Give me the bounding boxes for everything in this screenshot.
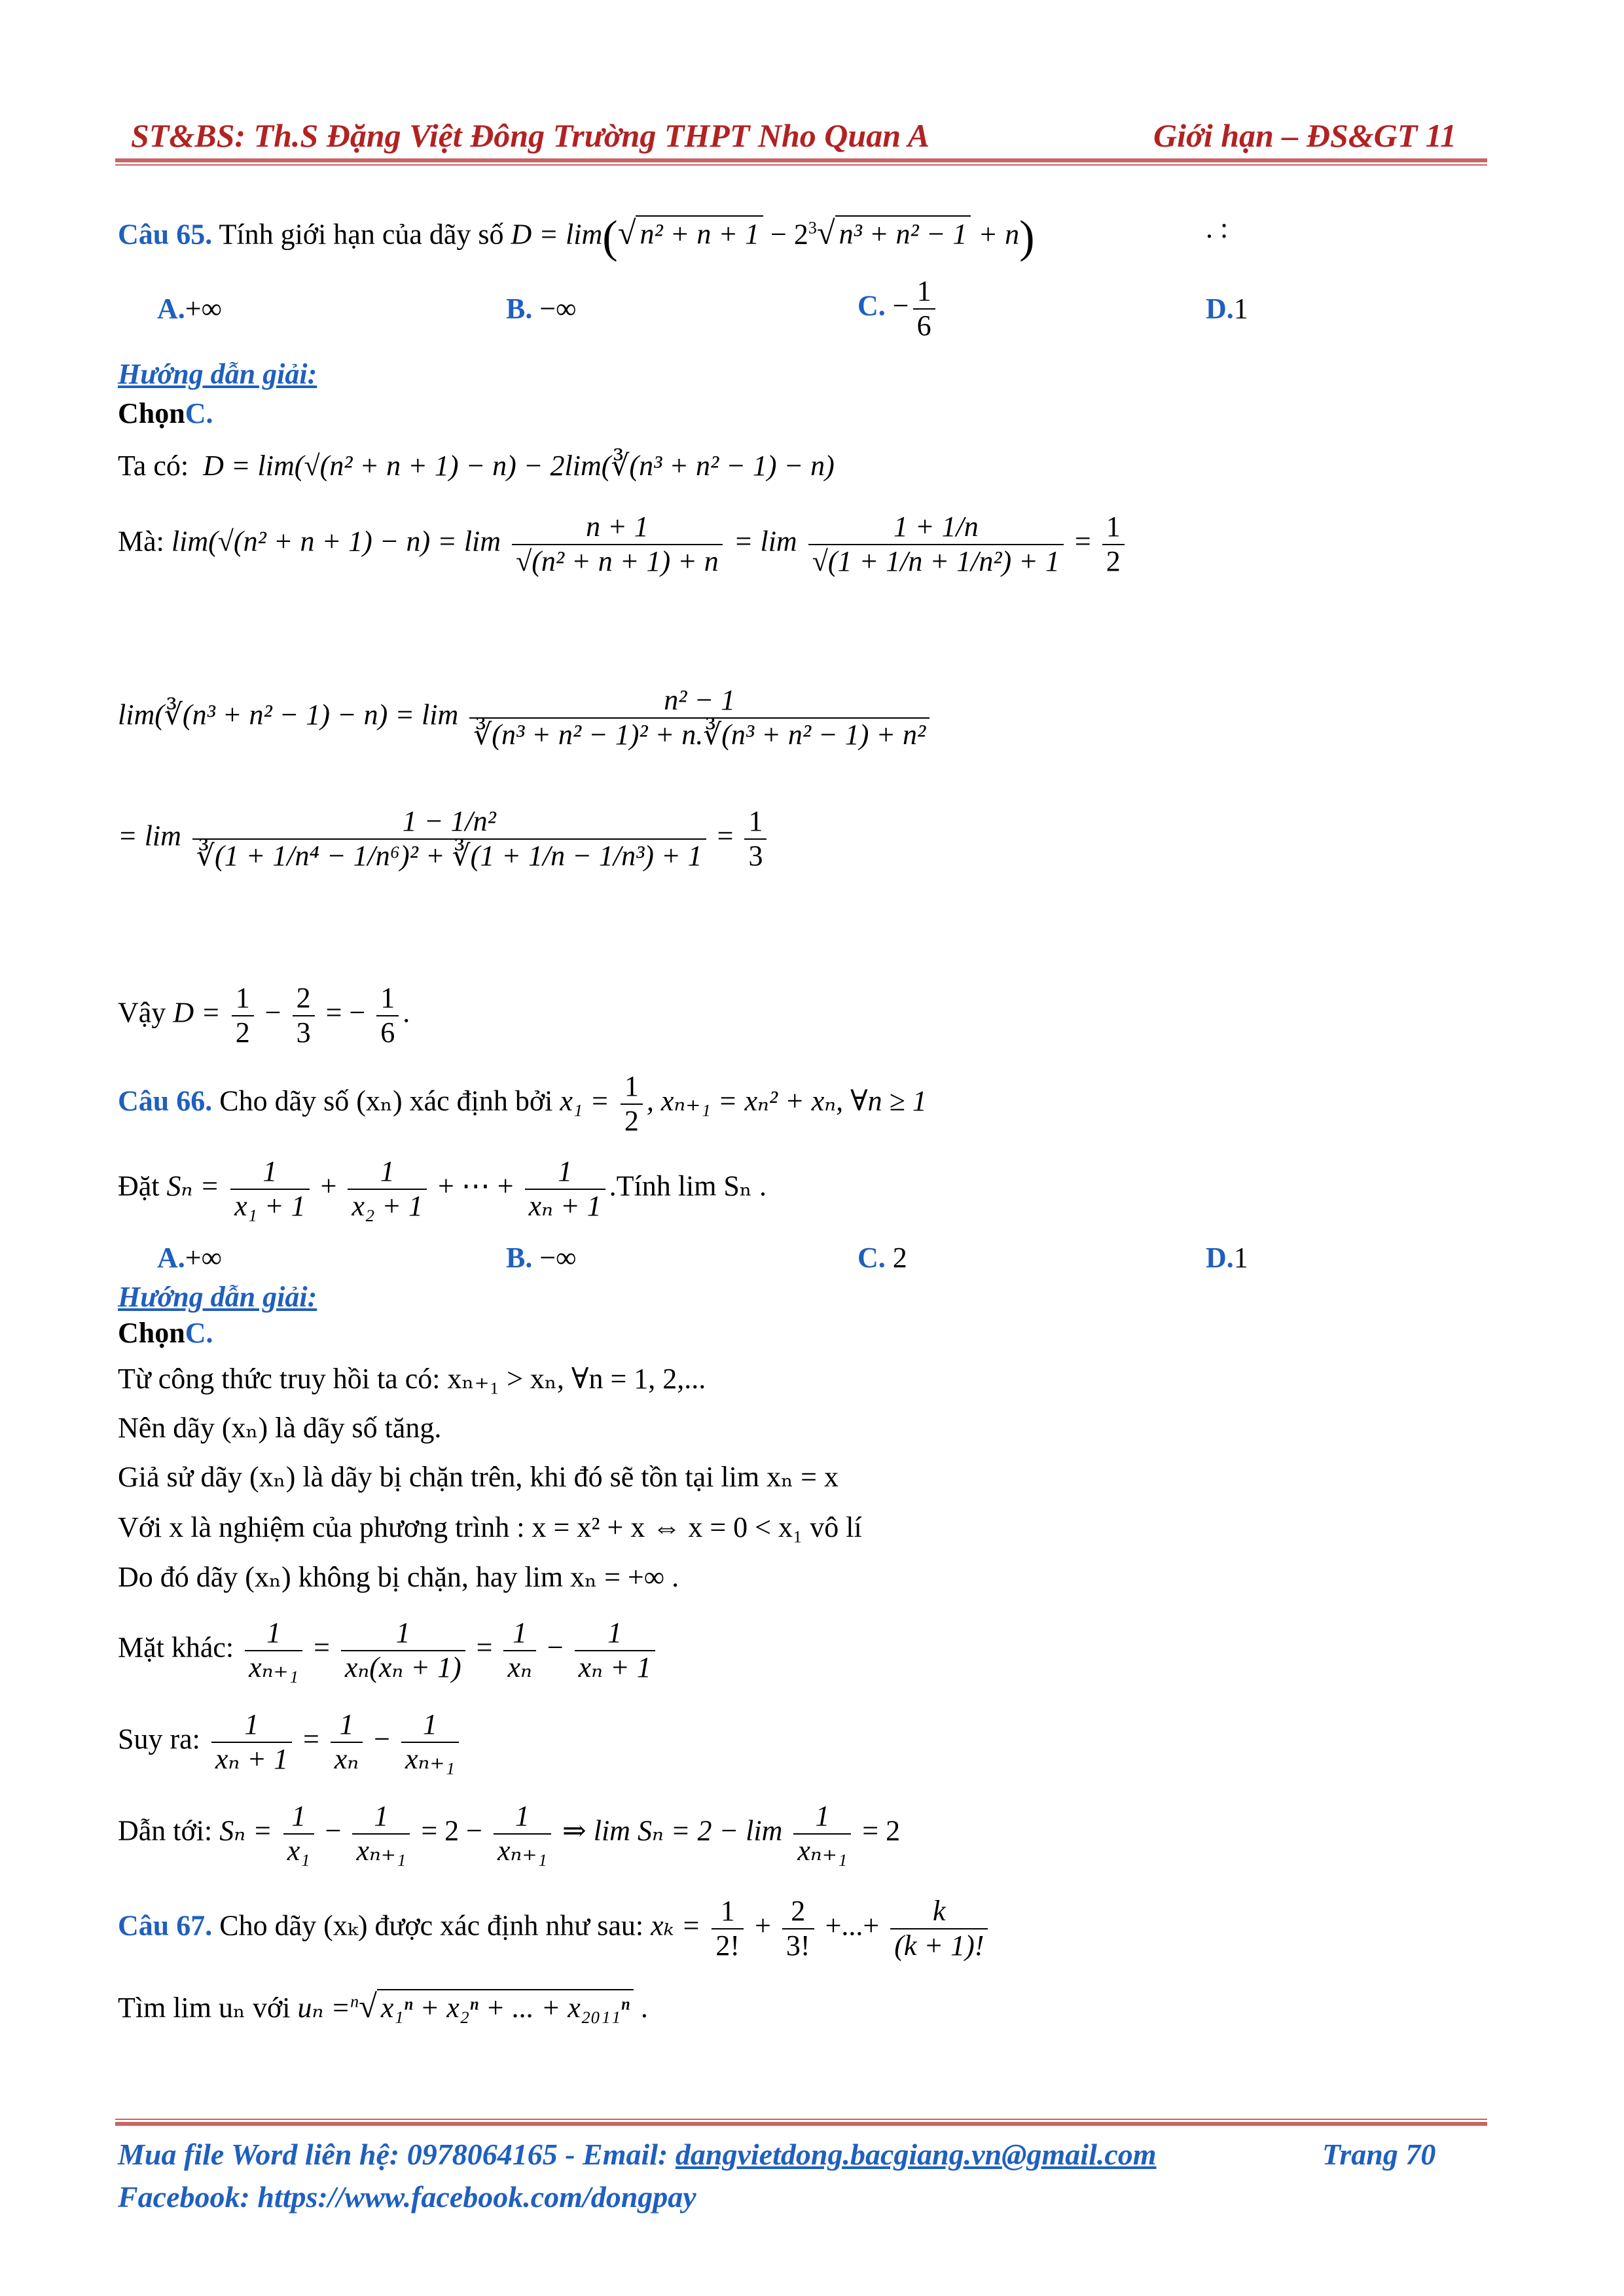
q67-find: Tìm lim uₙ với uₙ =$^n$√ x₁ⁿ + x₂ⁿ + ... + x₂₀₁₁ⁿ . [118,1988,648,2024]
q66-s4: Với x là nghiệm của phương trình : x = x² + x ⇔ x = 0 < x₁ vô lí [118,1511,862,1543]
q66-s1: Từ công thức truy hồi ta có: xₙ₊₁ > xₙ, ∀n = 1, 2,... [118,1363,706,1395]
q65-l5: Vậy D = $\frac{1}{2}$ − $\frac{2}{3}$ = − $\frac{1}{6}$ . [118,982,410,1049]
q66-option-c: C. 2 [857,1242,907,1274]
q65-l1: Ta có: D = lim(√(n² + n + 1) − n) − 2lim(∛(n³ + n² − 1) − n) [118,450,835,482]
q66-guide: Hướng dẫn giải: [118,1281,317,1313]
footer-facebook[interactable]: Facebook: https://www.facebook.com/dongpay [118,2180,696,2214]
footer-email-link[interactable]: dangvietdong.bacgiang.vn@gmail.com [675,2138,1157,2171]
header-left: ST&BS: Th.S Đặng Việt Đông Trường THPT Nho Quan A [131,117,929,154]
q65-choose: ChọnC. [118,397,213,429]
q65-guide: Hướng dẫn giải: [118,358,317,390]
footer-rule [115,2122,1487,2126]
q65-formula-end: + n [971,218,1020,251]
q65-radicand-1: n² + n + 1 [636,215,763,250]
q65-option-a: A.+∞ [157,293,222,325]
footer-rule-thin [115,2119,1487,2120]
q65-option-d: D.1 [1206,293,1248,325]
header-rule [115,158,1487,162]
q65-tail: . : [1206,212,1229,244]
q66-option-d: D.1 [1206,1242,1248,1274]
header-rule-thin [115,164,1487,166]
q65-label: Câu 65. [118,218,213,251]
q65-formula-mid: − 2 [763,218,808,251]
q66-option-a: A.+∞ [157,1242,222,1274]
q66-s2: Nên dãy (xₙ) là dãy số tăng. [118,1412,442,1444]
q66-line: Câu 66. Cho dãy số (xₙ) xác định bởi x₁ = $\frac{1}{2}$ , xₙ₊₁ = xₙ² + xₙ, ∀n ≥ 1 [118,1070,927,1137]
footer-page-number: Trang 70 [1322,2138,1436,2171]
q65-formula-lhs: D = lim [511,218,603,251]
q67-line: Câu 67. Cho dãy (xₖ) được xác định như sau: xₖ = $\frac{1}{2!}$ + $\frac{2}{3!}$ +...+ $\frac{k}{(k + 1)!}$ [118,1895,992,1962]
q65-line: Câu 65. Tính giới hạn của dãy số D = lim(√ $n^2 + n + 1 - 2^3√$ n³ + n² − 1 + n) [118,211,1035,262]
q66-s8: Dẫn tới: Sₙ = $\frac{1}{\text{x₁}}$ − $\frac{1}{\text{xₙ₊₁}}$ = 2 − $\frac{1}{\text{xₙ₊₁}}$ ⇒ lim Sₙ = 2 − lim $\frac{1}{\text{xₙ₊₁}}$ = 2 [118,1800,901,1867]
q65-l3: lim(∛(n³ + n² − 1) − n) = lim $\frac{\text{n² − 1}}{\text{∛(n³ + n² − 1)² + n.∛(n³ + n² − 1) + n²}}$ [118,684,933,751]
q66-s3: Giả sử dãy (xₙ) là dãy bị chặn trên, khi đó sẽ tồn tại lim xₙ = x [118,1461,839,1493]
q66-sum: Đặt Sₙ = $\frac{1}{\text{x₁ + 1}}$ + $\frac{1}{\text{x₂ + 1}}$ + ⋯ + $\frac{1}{\text{xₙ + 1}}$ .Tính lim Sₙ . [118,1155,767,1222]
q66-s5: Do đó dãy (xₙ) không bị chặn, hay lim xₙ = +∞ . [118,1561,679,1593]
q65-radicand-2: n³ + n² − 1 [835,215,971,250]
q66-s6: Mặt khác: $\frac{1}{\text{xₙ₊₁}}$ = $\frac{1}{\text{xₙ(xₙ + 1)}}$ = $\frac{1}{\text{xₙ}}$ − $\frac{1}{\text{xₙ + 1}}$ [118,1617,659,1684]
footer-contact: Mua file Word liên hệ: 0978064165 - Email: dangvietdong.bacgiang.vn@gmail.com [118,2138,1157,2171]
q65-l4: = lim $\frac{\text{1 − 1/n²}}{\text{∛(1 + 1/n⁴ − 1/n⁶)² + ∛(1 + 1/n − 1/n³) + 1}}$ = $\frac{1}{3}$ [118,805,770,872]
q66-s7: Suy ra: $\frac{1}{\text{xₙ + 1}}$ = $\frac{1}{\text{xₙ}}$ − $\frac{1}{\text{xₙ₊₁}}$ [118,1708,463,1776]
header-right: Giới hạn – ĐS&GT 11 [1153,117,1457,154]
q65-l2: Mà: lim(√(n² + n + 1) − n) = lim $\frac{n + 1}{\text{√(n² + n + 1) + n}}$ = lim $\frac{1 + 1/n}{\text{√(1 + 1/n + 1/n²) + 1}}$ = $\frac{1}{2}$ [118,511,1128,578]
q65-option-c: C. − $\frac{1}{6}$ [857,275,939,342]
q66-option-b: B. −∞ [506,1242,577,1274]
q65-option-b: B. −∞ [506,293,577,325]
q66-choose: ChọnC. [118,1317,213,1349]
q65-text: Tính giới hạn của dãy số [219,218,504,251]
